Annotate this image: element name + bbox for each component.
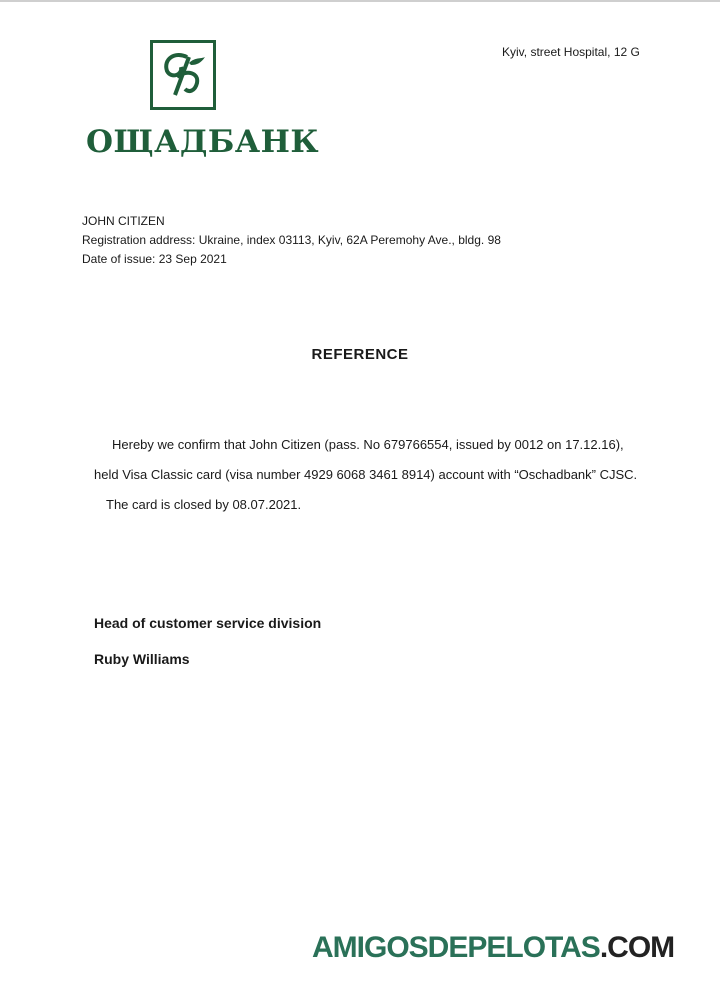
document-title: REFERENCE	[311, 346, 409, 363]
document-body	[94, 436, 694, 526]
client-block	[82, 212, 682, 269]
bank-address: Kyiv, street Hospital, 12 G	[502, 45, 640, 59]
signatory-name: Ruby Williams	[94, 651, 190, 667]
signatory-position: Head of customer service division	[94, 615, 322, 631]
page-top-border	[0, 0, 720, 2]
body-line-1: Hereby we confirm that John Citizen (pass. No 679766554, issued by 0012 on 17.12.16),	[112, 437, 624, 452]
watermark	[312, 926, 712, 970]
date-of-issue: Date of issue: 23 Sep 2021	[82, 252, 227, 266]
client-name: JOHN CITIZEN	[82, 214, 165, 228]
watermark-name: AMIGOSDEPELOTAS	[312, 931, 600, 964]
body-line-3: The card is closed by 08.07.2021.	[106, 497, 302, 512]
signature-block	[94, 605, 321, 677]
body-line-2: held Visa Classic card (visa number 4929 6068 3461 8914) account with “Oschadbank” CJSC.	[94, 467, 638, 482]
bank-logo-text: ОЩАДБАНК	[86, 124, 320, 160]
client-registration: Registration address: Ukraine, index 03113, Kyiv, 62A Peremohy Ave., bldg. 98	[82, 233, 501, 247]
watermark-domain: .COM	[599, 931, 675, 964]
bank-logo-icon	[150, 40, 216, 110]
